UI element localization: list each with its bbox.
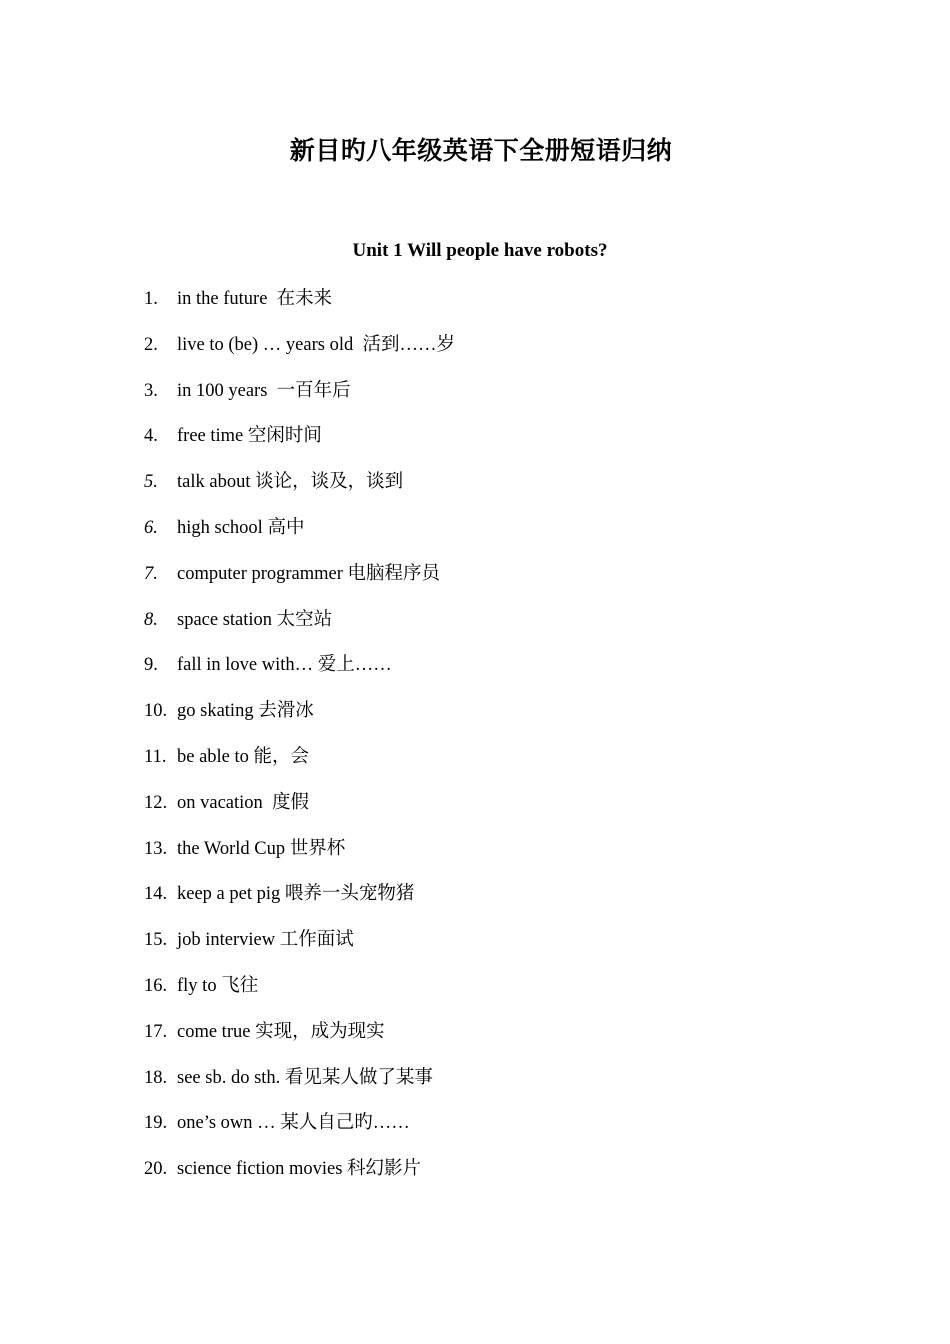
- list-item-text: one’s own … 某人自己旳……: [177, 1113, 410, 1134]
- list-item-text: fall in love with… 爱上……: [177, 655, 392, 676]
- list-item-text: high school 高中: [177, 517, 305, 538]
- list-item-text: in the future 在未来: [177, 289, 333, 309]
- list-item-number: 18.: [144, 1067, 168, 1088]
- list-item: [144, 515, 455, 561]
- list-item-text: keep a pet pig 喂养一头宠物猪: [177, 884, 415, 905]
- list-item-text: job interview 工作面试: [177, 930, 354, 951]
- list-item-number: 4.: [144, 426, 158, 447]
- list-item-text: the World Cup 世界杯: [177, 838, 346, 859]
- page-title: 新目旳八年级英语下全册短语归纳: [289, 138, 673, 165]
- list-item-text: be able to 能，会: [177, 746, 310, 767]
- list-item-number: 13.: [144, 838, 168, 859]
- list-item-number: 17.: [144, 1021, 168, 1042]
- list-item-text: see sb. do sth. 看见某人做了某事: [177, 1067, 433, 1088]
- list-item-number: 15.: [144, 930, 168, 951]
- list-item-number: 6.: [144, 517, 158, 538]
- list-item: [144, 744, 455, 790]
- list-item: [144, 607, 455, 653]
- list-item: [144, 423, 455, 469]
- list-item-text: space station 太空站: [177, 609, 333, 630]
- phrase-list: [144, 286, 455, 1202]
- list-item-text: science fiction movies 科幻影片: [177, 1159, 422, 1180]
- list-item: [144, 1156, 455, 1202]
- list-item-text: on vacation 度假: [177, 792, 310, 813]
- list-item-number: 20.: [144, 1159, 168, 1180]
- list-item: [144, 332, 455, 378]
- list-item: [144, 973, 455, 1019]
- list-item: [144, 1065, 455, 1111]
- list-item-number: 2.: [144, 334, 158, 355]
- list-item-number: 5.: [144, 472, 158, 493]
- list-item: [144, 836, 455, 882]
- list-item: [144, 561, 455, 607]
- list-item-number: 1.: [144, 289, 158, 309]
- list-item-text: talk about 谈论，谈及，谈到: [177, 472, 404, 493]
- list-item-number: 12.: [144, 792, 168, 813]
- list-item-number: 7.: [144, 563, 158, 584]
- list-item-text: in 100 years 一百年后: [177, 380, 351, 401]
- list-item-number: 3.: [144, 380, 158, 401]
- list-item-text: live to (be) … years old 活到……岁: [177, 334, 455, 355]
- list-item-text: come true 实现，成为现实: [177, 1021, 385, 1042]
- list-item: [144, 286, 455, 332]
- list-item-number: 11.: [144, 746, 167, 767]
- list-item: [144, 698, 455, 744]
- list-item: [144, 652, 455, 698]
- list-item: [144, 790, 455, 836]
- list-item-number: 9.: [144, 655, 158, 676]
- list-item: [144, 1110, 455, 1156]
- list-item: [144, 378, 455, 424]
- unit-heading: Unit 1 Will people have robots?: [352, 240, 608, 261]
- list-item: [144, 927, 455, 973]
- list-item-number: 10.: [144, 701, 168, 722]
- list-item-number: 16.: [144, 975, 168, 996]
- list-item-text: computer programmer 电脑程序员: [177, 563, 441, 584]
- list-item-number: 19.: [144, 1113, 168, 1134]
- list-item: [144, 1019, 455, 1065]
- list-item-number: 14.: [144, 884, 168, 905]
- list-item-number: 8.: [144, 609, 158, 630]
- list-item: [144, 881, 455, 927]
- list-item-text: fly to 飞往: [177, 975, 259, 996]
- list-item-text: free time 空闲时间: [177, 426, 322, 447]
- list-item: [144, 469, 455, 515]
- list-item-text: go skating 去滑冰: [177, 701, 314, 722]
